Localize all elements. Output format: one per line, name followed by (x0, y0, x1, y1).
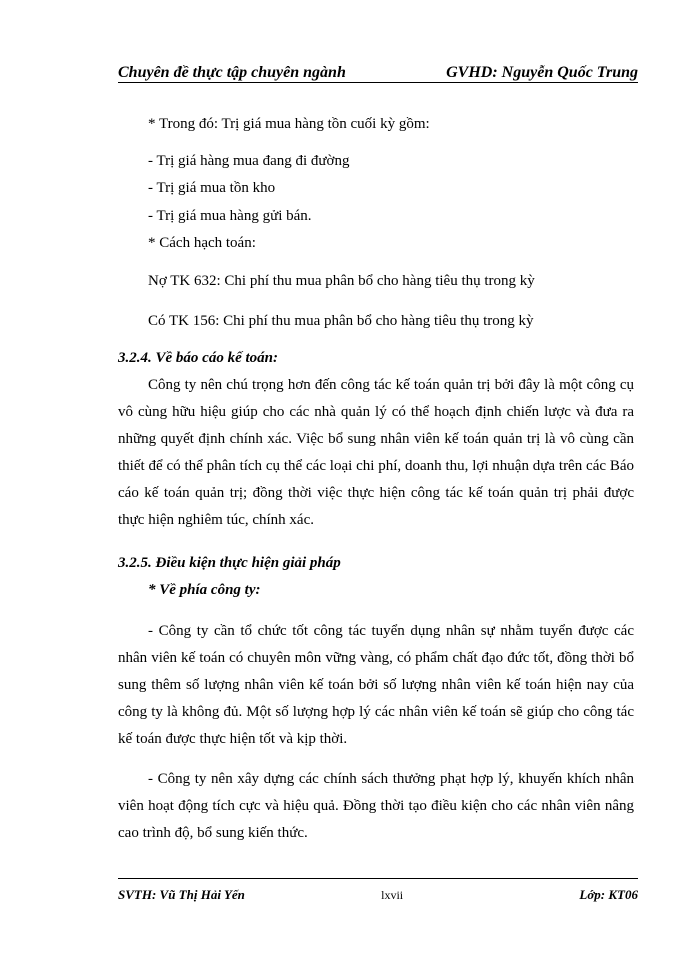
text-line: * Trong đó: Trị giá mua hàng tồn cuối kỳ gồm: (148, 116, 430, 132)
paragraph-text: - Công ty nên xây dựng các chính sách thưởng phạt hợp lý, khuyến khích nhân viên hoạt động tích cực và hiệu quả. Đồng thời tạo điều kiện cho các nhân viên nâng cao trình độ, bổ sung kiến thức. (118, 771, 634, 841)
text-line: - Trị giá mua hàng gửi bán. (148, 208, 312, 224)
page-header (118, 58, 638, 82)
text-line: - Trị giá mua tồn kho (148, 180, 276, 196)
section-heading: 3.2.5. Điều kiện thực hiện giải pháp (118, 555, 341, 571)
paragraph (118, 766, 634, 847)
page-footer (118, 885, 638, 905)
footer-student: SVTH: Vũ Thị Hải Yến (118, 887, 245, 902)
subsection-heading: * Về phía công ty: (148, 582, 261, 598)
text-line: Có TK 156: Chi phí thu mua phân bổ cho hàng tiêu thụ trong kỳ (148, 313, 534, 329)
header-doc-title: Chuyên đề thực tập chuyên ngành (118, 64, 346, 81)
page-number: lxvii (381, 887, 404, 902)
paragraph (118, 372, 634, 534)
paragraph-text: - Công ty cần tổ chức tốt công tác tuyển dụng nhân sự nhằm tuyển được các nhân viên kế toán có chuyên môn vững vàng, có phẩm chất đạo đức tốt, đồng thời bổ sung thêm số lượng nhân viên kế toán bởi số lượng nhân viên kế toán hiện nay của công ty là không đủ. Một số lượng hợp lý các nhân viên kế toán sẽ giúp cho công tác kế toán được thực hiện tốt và kịp thời. (118, 623, 634, 747)
section-heading: 3.2.4. Về báo cáo kế toán: (118, 350, 278, 366)
text-line: * Cách hạch toán: (148, 235, 256, 251)
footer-class: Lớp: KT06 (579, 887, 638, 902)
header-rule (118, 82, 638, 83)
footer-rule (118, 878, 638, 879)
paragraph-text: Công ty nên chú trọng hơn đến công tác kế toán quản trị bởi đây là một công cụ vô cùng hữu hiệu giúp cho các nhà quản lý có thể hoạch định chiến lược và đưa ra những quyết định chính xác. Việc bổ sung nhân viên kế toán quản trị là vô cùng cần thiết để có thể phân tích cụ thể các loại chi phí, doanh thu, lợi nhuận dựa trên các Báo cáo kế toán quản trị; đồng thời việc thực hiện công tác kế toán quản trị phải được thực hiện nghiêm túc, chính xác. (118, 377, 634, 528)
text-line: - Trị giá hàng mua đang đi đường (148, 153, 350, 169)
text-line: Nợ TK 632: Chi phí thu mua phân bổ cho hàng tiêu thụ trong kỳ (148, 273, 535, 289)
paragraph (118, 618, 634, 753)
header-advisor: GVHD: Nguyễn Quốc Trung (446, 64, 638, 81)
